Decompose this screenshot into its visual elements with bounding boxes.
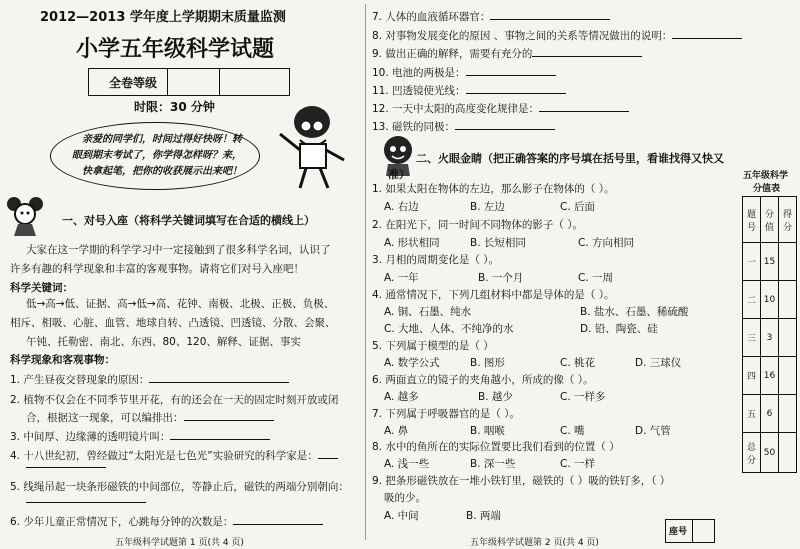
option[interactable]: A. 数学公式 <box>384 357 440 369</box>
header-cell: 得分 <box>779 197 797 243</box>
section-cell: 总分 <box>743 433 761 473</box>
answer-blank[interactable] <box>532 46 642 57</box>
keywords-line-1: 低→高→低、证据、高→低→高、花钟、南极、北极、正极、负极、 <box>26 298 335 310</box>
seat-number-box[interactable] <box>665 519 715 543</box>
section1-title: 一、对号入座（将科学关键词填写在合适的横线上） <box>62 214 315 227</box>
score-table-title-2: 分值表 <box>753 184 781 194</box>
question-text: 1. 产生昼夜交替现象的原因： <box>10 374 150 386</box>
option[interactable]: B. 图形 <box>470 357 505 369</box>
section-cell: 一 <box>743 243 761 281</box>
question-2-7: 7. 下列属于呼吸器官的是（ ）。 <box>372 408 520 420</box>
table-row <box>743 281 797 319</box>
option[interactable]: C. 一样多 <box>560 391 606 403</box>
table-row <box>743 319 797 357</box>
question-1-5: 5. 线绳吊起一块条形磁铁的中间部位，等静止后，磁铁的两端分别朝向： <box>10 481 349 493</box>
points-cell: 16 <box>761 357 779 395</box>
option[interactable]: B. 越少 <box>478 391 513 403</box>
section1-intro-2: 许多有趣的科学现象和丰富的客观事物。请将它们对号入座吧！ <box>10 263 304 275</box>
option[interactable]: A. 铜、石墨、纯水 <box>384 306 472 318</box>
points-cell: 50 <box>761 433 779 473</box>
question-text: 6. 少年儿童正常情况下，心跳每分钟的次数是： <box>10 516 234 528</box>
question-2-1: 1. 如果太阳在物体的左边，那么影子在物体的（ ）。 <box>372 183 615 195</box>
option[interactable]: C. 嘴 <box>560 425 585 437</box>
question-1-2b <box>26 410 274 425</box>
option[interactable]: C. 方向相同 <box>578 237 635 249</box>
points-cell: 3 <box>761 319 779 357</box>
option[interactable]: D. 气管 <box>635 425 671 437</box>
question-text: 13. 磁铁的同极： <box>372 121 456 133</box>
section1-intro-1: 大家在这一学期的科学学习中一定接触到了很多科学名词，认识了 <box>26 244 331 256</box>
table-row <box>743 395 797 433</box>
section-cell: 二 <box>743 281 761 319</box>
question-2-9b: 吸的少。 <box>384 492 426 504</box>
section-cell: 三 <box>743 319 761 357</box>
answer-blank[interactable] <box>466 65 556 76</box>
score-cell[interactable] <box>779 357 797 395</box>
question-text: 4. 十八世纪初，曾经做过“太阳光是七色光”实验研究的科学家是： <box>10 450 318 462</box>
question-1-3 <box>10 429 270 444</box>
keywords-label: 科学关键词： <box>10 282 73 294</box>
question-1-2a: 2. 植物不仅会在不同季节里开花，有的还会在一天的固定时刻开放或闭 <box>10 394 339 406</box>
question-text: 9. 做出正确的解释，需要有充分的 <box>372 48 533 60</box>
option[interactable]: C. 一样 <box>560 458 596 470</box>
question-1-1 <box>10 372 289 387</box>
question-text: 11. 凹透镜使光线： <box>372 85 466 97</box>
option[interactable]: B. 盐水、石墨、稀硫酸 <box>580 306 689 318</box>
question-1-10 <box>372 65 556 80</box>
time-limit: 时限：30 分钟 <box>134 100 215 114</box>
exam-title: 2012—2013 学年度上学期期末质量监测 <box>40 10 286 25</box>
answer-blank[interactable] <box>170 429 270 440</box>
main-title: 小学五年级科学试题 <box>76 37 275 62</box>
cartoon-character-illustration <box>270 100 350 192</box>
score-table-header <box>743 197 797 243</box>
question-1-4-blank[interactable] <box>26 467 106 468</box>
answer-blank[interactable] <box>318 448 338 459</box>
seat-number-label: 座号 <box>669 527 688 537</box>
score-table <box>742 196 797 473</box>
grade-box <box>88 68 290 96</box>
greeting-line-3: 快拿起笔，把你的收获展示出来吧！ <box>82 166 242 177</box>
answer-blank[interactable] <box>233 514 323 525</box>
answer-blank[interactable] <box>455 119 555 130</box>
keywords-line-3: 午钝、托勒密、南北、东西、80、120、解释、证据、事实 <box>26 336 301 348</box>
option[interactable]: B. 一个月 <box>478 272 524 284</box>
question-1-4 <box>10 448 338 463</box>
option[interactable]: A. 形状相同 <box>384 237 440 249</box>
answer-blank[interactable] <box>539 101 629 112</box>
question-text: 8. 对事物发展变化的原因 、事物之间的关系等情况做出的说明： <box>372 30 673 42</box>
score-cell[interactable] <box>779 281 797 319</box>
question-text: 合，根据这一现象，可以编排出： <box>26 412 184 424</box>
option[interactable]: B. 两端 <box>466 510 501 522</box>
option[interactable]: B. 左边 <box>470 201 505 213</box>
option[interactable]: C. 大地、人体、不纯净的水 <box>384 323 514 335</box>
question-1-12 <box>372 101 629 116</box>
option[interactable]: A. 右边 <box>384 201 419 213</box>
question-1-6 <box>10 514 323 529</box>
option[interactable]: A. 鼻 <box>384 425 409 437</box>
grade-label: 全卷等级 <box>109 76 158 90</box>
answer-blank[interactable] <box>490 9 610 20</box>
header-cell: 题号 <box>743 197 761 243</box>
question-2-6: 6. 两面直立的镜子的夹角越小，所成的像（ ）。 <box>372 374 594 386</box>
header-cell: 分值 <box>761 197 779 243</box>
keywords-line-2: 相斥、相吸、心脏、血管、地球自转、凸透镜、凹透镜、分散、会聚、 <box>10 317 336 329</box>
question-1-8 <box>372 28 742 43</box>
question-text: 7. 人体的血液循环器官： <box>372 11 491 23</box>
question-2-3: 3. 月相的周期变化是（ ）。 <box>372 254 499 266</box>
mouse-mascot-icon <box>4 196 48 238</box>
answer-blank[interactable] <box>672 28 742 39</box>
option[interactable]: B. 长短相同 <box>470 237 526 249</box>
question-2-4: 4. 通常情况下，下列几组材料中都是导体的是（ ）。 <box>372 289 615 301</box>
page-divider <box>365 4 366 540</box>
section2-title-2: 准） <box>388 168 410 181</box>
question-1-11 <box>372 83 566 98</box>
question-text: 12. 一天中太阳的高度变化规律是： <box>372 103 540 115</box>
option[interactable]: C. 后面 <box>560 201 596 213</box>
question-2-5: 5. 下列属于模型的是（ ） <box>372 340 494 352</box>
option[interactable]: B. 咽喉 <box>470 425 505 437</box>
seat-number-divider <box>692 520 693 542</box>
question-2-8: 8. 水中的鱼所在的实际位置要比我们看到的位置（ ） <box>372 441 620 453</box>
option[interactable]: C. 桃花 <box>560 357 596 369</box>
page-2-footer: 五年级科学试题第 2 页(共 4 页) <box>470 538 599 548</box>
answer-blank[interactable] <box>184 410 274 421</box>
option[interactable]: A. 越多 <box>384 391 419 403</box>
option[interactable]: A. 中间 <box>384 510 419 522</box>
score-table-title-1: 五年级科学 <box>743 171 789 181</box>
score-cell[interactable] <box>779 433 797 473</box>
greeting-line-2: 眼到期末考试了，你学得怎样呀？来， <box>72 150 242 161</box>
phenomena-label: 科学现象和客观事物： <box>10 354 115 366</box>
option[interactable]: D. 铅、陶瓷、硅 <box>580 323 658 335</box>
question-1-7 <box>372 9 610 24</box>
section-cell: 四 <box>743 357 761 395</box>
table-row <box>743 243 797 281</box>
question-text: 10. 电池的两极是： <box>372 67 466 79</box>
table-row <box>743 357 797 395</box>
question-text: 3. 中间厚、边缘薄的透明镜片叫： <box>10 431 171 443</box>
score-cell[interactable] <box>779 395 797 433</box>
option[interactable]: A. 一年 <box>384 272 419 284</box>
question-2-2: 2. 在阳光下，同一时间不同物体的影子（ ）。 <box>372 219 583 231</box>
table-row <box>743 433 797 473</box>
question-1-5-blank[interactable] <box>26 502 146 503</box>
option[interactable]: A. 浅一些 <box>384 458 430 470</box>
option[interactable]: C. 一周 <box>578 272 614 284</box>
points-cell: 15 <box>761 243 779 281</box>
section2-title-1: 二、火眼金睛（把正确答案的序号填在括号里，看谁找得又快又 <box>416 152 724 165</box>
score-cell[interactable] <box>779 243 797 281</box>
question-2-9a: 9. 把条形磁铁放在一堆小铁钉里，磁铁的（ ）吸的铁钉多，（ ） <box>372 475 671 487</box>
greeting-line-1: 亲爱的同学们，时间过得好快呀！转 <box>82 134 242 145</box>
option[interactable]: D. 三球仪 <box>635 357 682 369</box>
page-1-footer: 五年级科学试题第 1 页(共 4 页) <box>115 538 244 548</box>
points-cell: 10 <box>761 281 779 319</box>
option[interactable]: B. 深一些 <box>470 458 516 470</box>
answer-blank[interactable] <box>149 372 289 383</box>
points-cell: 6 <box>761 395 779 433</box>
score-cell[interactable] <box>779 319 797 357</box>
question-1-13 <box>372 119 555 134</box>
answer-blank[interactable] <box>466 83 566 94</box>
section-cell: 五 <box>743 395 761 433</box>
question-1-9 <box>372 46 642 61</box>
